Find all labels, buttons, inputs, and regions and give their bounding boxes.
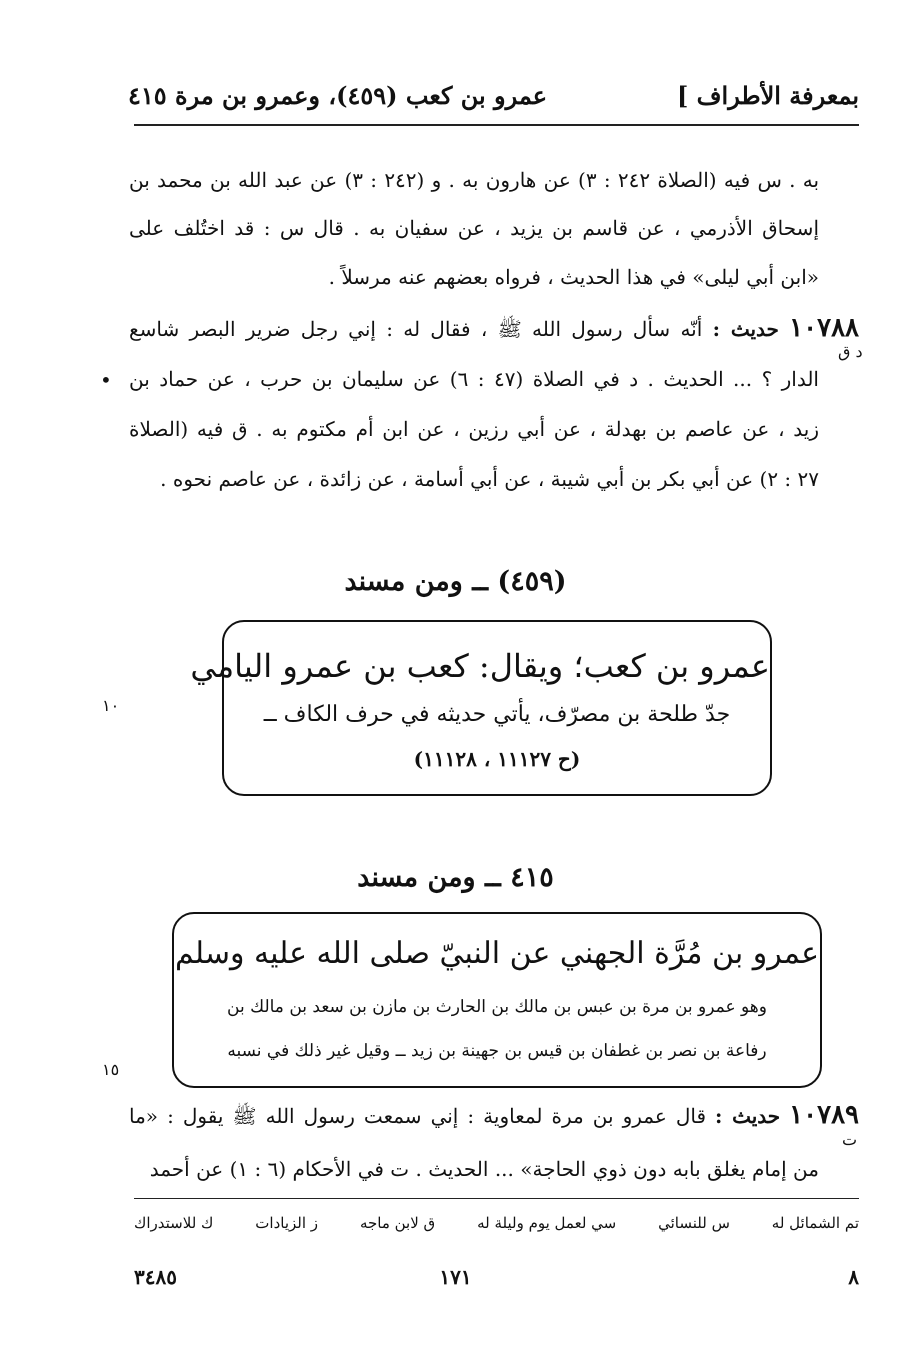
hadith-first-line	[129, 311, 859, 346]
musnad-reference: (ح ١١١٢٧ ، ١١١٢٨)	[413, 747, 581, 771]
serial-number: ٣٤٨٥	[134, 1265, 177, 1289]
musnad-box	[190, 620, 772, 796]
musnad-box	[172, 912, 822, 1088]
hadith-label: حديث :	[715, 1104, 781, 1128]
page-number: ١٧١	[439, 1265, 472, 1289]
header-rule	[134, 124, 859, 126]
header-section-title: عمرو بن كعب (٤٥٩)، وعمرو بن مرة ٤١٥	[128, 81, 548, 110]
text-line: به . س فيه (الصلاة ٢٤٢ : ٣) عن هارون به . و (٢٤٢ : ٣) عن عبد الله بن محمد بن	[129, 168, 820, 192]
musnad-name: عمرو بن مُرَّة الجهني عن النبيّ صلى الله عليه وسلم	[174, 936, 820, 971]
hadith-number: ١٠٧٨٨	[789, 313, 859, 343]
section-heading: (٤٥٩) ــ ومن مسند	[344, 566, 567, 597]
text-line: من إمام يغلق بابه دون ذوي الحاجة» ... الحديث . ت في الأحكام (٦ : ١) عن أحمد	[149, 1157, 819, 1181]
volume-number: ٨	[848, 1265, 859, 1289]
hadith-first-line	[129, 1098, 859, 1133]
legend-item: تم الشمائل له	[771, 1214, 859, 1232]
margin-bullet: •	[100, 368, 112, 392]
hadith-text: أنّه سأل رسول الله ﷺ ، فقال له : إني رجل ضرير البصر شاسع	[129, 317, 703, 341]
musnad-name: عمرو بن كعب؛ ويقال: كعب بن عمرو اليامي	[190, 647, 770, 685]
footnote-rule	[134, 1198, 859, 1199]
margin-line-number: ١٥	[102, 1060, 120, 1079]
abbreviation-legend	[134, 1210, 859, 1236]
musnad-description: وهو عمرو بن مرة بن عبس بن مالك بن الحارث بن مازن بن سعد بن مالك بن	[227, 997, 767, 1017]
text-line: زيد ، عن عاصم بن بهدلة ، عن أبي رزين ، عن ابن أم مكتوم به . ق فيه (الصلاة	[129, 417, 819, 441]
legend-item: ز الزيادات	[255, 1214, 319, 1232]
text-line: إسحاق الأذرمي ، عن قاسم بن يزيد ، عن سفيان به . قال س : قد اختُلف على	[129, 216, 819, 240]
margin-line-number: ١٠	[102, 696, 120, 715]
margin-source-code: د ق	[838, 342, 863, 361]
header-book-title: بمعرفة الأطراف ]	[676, 81, 859, 110]
legend-item: ق لابن ماجه	[359, 1214, 436, 1232]
text-line: ٢٧ : ٢) عن أبي بكر بن أبي شيبة ، عن أبي أسامة ، عن زائدة ، عن عاصم نحوه .	[160, 467, 819, 491]
section-heading: ٤١٥ ــ ومن مسند	[357, 862, 554, 893]
musnad-description: جدّ طلحة بن مصرّف، يأتي حديثه في حرف الكاف ــ	[263, 702, 731, 727]
text-line: الدار ؟ ... الحديث . د في الصلاة (٤٧ : ٦) عن سليمان بن حرب ، عن حماد بن	[129, 367, 819, 391]
hadith-text: قال عمرو بن مرة لمعاوية : إني سمعت رسول الله ﷺ يقول : «ما	[129, 1104, 707, 1128]
margin-source-code: ت	[842, 1130, 858, 1149]
hadith-number: ١٠٧٨٩	[789, 1100, 859, 1130]
hadith-label: حديث :	[712, 317, 779, 341]
legend-item: ك للاستدراك	[134, 1214, 214, 1232]
legend-item: سي لعمل يوم وليلة له	[477, 1214, 617, 1232]
text-line: «ابن أبي ليلى» في هذا الحديث ، فرواه بعضهم عنه مرسلاً .	[328, 265, 819, 289]
musnad-description: رفاعة بن نصر بن غطفان بن قيس بن جهينة بن زيد ــ وقيل غير ذلك في نسبه	[227, 1041, 767, 1061]
legend-item: س للنسائي	[658, 1214, 730, 1232]
